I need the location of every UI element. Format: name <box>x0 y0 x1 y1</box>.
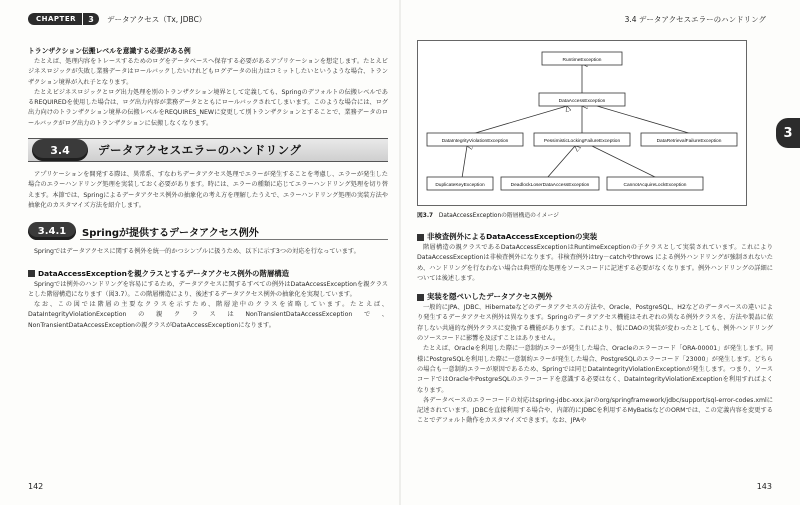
heading-tx-propagation: トランザクション伝搬レベルを意識する必要がある例 <box>28 47 191 55</box>
diagram-connectors <box>462 64 692 178</box>
left-running-title: データアクセス（Tx, JDBC） <box>107 14 207 24</box>
label-l1-2: DataRetrievalFailureException <box>656 139 722 144</box>
left-page-number: 142 <box>28 482 44 491</box>
subsection-title: Springが提供するデータアクセス例外 <box>82 227 259 239</box>
exception-hierarchy-diagram <box>417 40 747 206</box>
chapter-number: 3 <box>83 13 99 25</box>
label-l2-1: DeadlockLoserDataAccessException <box>510 183 590 188</box>
connector-retrieval-parent <box>597 106 692 134</box>
square-bullet-icon <box>417 234 424 241</box>
section-number: 3.4 <box>32 139 88 161</box>
para-hierarchy-1: Springでは例外のハンドリングを容易にするため、データアクセスに関するすべての例外はDataAccessExceptionを親クラスとした階層構造になります（図3.7）。この階層構造により、後述するデータアクセス例外の抽象化を実現しています。 <box>28 280 388 298</box>
label-l2-2: CannotAcquireLockException <box>623 183 687 188</box>
page-gutter <box>399 0 401 505</box>
label-parent: DataAccessException <box>558 99 606 104</box>
square-bullet-icon <box>28 270 35 277</box>
section-title: データアクセスエラーのハンドリング <box>98 143 302 158</box>
right-running-title: 3.4 データアクセスエラーのハンドリング <box>624 15 766 24</box>
right-page-number: 143 <box>756 482 772 491</box>
subsection-rule <box>80 239 388 240</box>
heading-hierarchy <box>28 268 388 280</box>
heading-unchecked-text: 非検査例外によるDataAccessExceptionの実装 <box>427 232 598 241</box>
heading-abstract <box>417 291 773 303</box>
connector-integrity-parent <box>472 106 567 134</box>
label-l2-0: DuplicateKeyException <box>435 183 485 188</box>
label-l1-0: DataIntegrityViolationException <box>441 139 509 144</box>
connector-deadlock-pessimistic <box>547 146 575 178</box>
heading-abstract-text: 実装を隠ぺいしたデータアクセス例外 <box>427 292 553 302</box>
chapter-side-tab: 3 <box>776 118 800 148</box>
label-l1-1: PessimisticLockingFailureException <box>543 139 621 144</box>
figure-caption <box>417 210 773 219</box>
heading-hierarchy-text: DataAccessExceptionを親クラスとするデータアクセス例外の階層構造 <box>38 268 289 278</box>
left-running-header <box>28 12 206 26</box>
connector-duplicate-integrity <box>462 146 467 178</box>
para-abstract-2: たとえば、Oracleを利用した際に一意制約エラーが発生した場合、Oracleのエラーコード「ORA-00001」が発生します。同様にPostgreSQLを利用した際に一意制約エラーが発生した場合、PostgreSQLのエラーコード「23000」が発生します。どちらの場合も一意制約エラーが原因であるため、Springでは同じDataIntegrityViolationExceptionが発生します。つまり、ソースコードではOracleやPostgreSQLのエラーコードを意識する必要はなく、DataIntegrityViolationExceptionを利用すればよくなります。 <box>417 345 773 394</box>
left-page-body <box>28 40 388 331</box>
figure-3-7 <box>417 40 747 206</box>
section-banner <box>28 138 388 162</box>
chapter-label: CHAPTER <box>28 13 82 25</box>
connector-cannotacquire-pessimistic <box>592 146 657 178</box>
para-abstract-3: 各データベースのエラーコードの対応はspring-jdbc-xxx.jarのorg/springframework/jdbc/support/sql-error-codes.xmlに記述されています。JDBCを直接利用する場合や、内部的にJDBCを利用するMyBatisなどのORMでは、この定義内容を変更することでデフォルト動作をカスタマイズできます。なお、JPAや <box>417 396 773 425</box>
caption-text: DataAccessExceptionの階層構造のイメージ <box>438 213 559 219</box>
para-abstract-1: 一般的にJPA、JDBC、Hibernateなどのデータアクセスの方法や、Oracle、PostgreSQL、H2などのデータベースの違いにより発生するデータアクセス例外は異なります。Springのデータアクセス機能はそれぞれの異なる例外クラスを、方法や製品に依存しない共通的な例外クラスに変換する機能があります。これにより、仮にDAOの実装が変わったとしても、例外ハンドリングのソースコードに影響を及ぼすことはありません。 <box>417 304 773 343</box>
para-section-intro: アプリケーションを開発する際は、異常系、すなわちデータアクセス処理でエラーが発生することを考慮し、エラーが発生した場合のエラーハンドリング処理を実装しておく必要があります。時には、エラーの種類に応じてエラーハンドリング処理を切り替えます。本節では、Springによるデータアクセス例外の抽象化の考え方を理解したうえで、エラーハンドリング処理の実装方法や抽象化のカスタマイズ方法を紹介します。 <box>28 171 388 209</box>
para-unchecked: 階層構造の親クラスであるDataAccessExceptionはRuntimeExceptionの子クラスとして実装されています。これによりDataAccessExceptionは非検査例外になります。非検査例外はtry－catchやthrows による例外ハンドリングが強制されないため、ハンドリングを行なわない場合は典型的な処理をソースコードに記述する必要がなくなります。例外ハンドリングの詳細については後述します。 <box>417 244 773 282</box>
para-tx-2: たとえビジネスロジックとログ出力処理を別のトランザクション境界として定義しても、Springのデフォルトの伝搬レベルであるREQUIREDを使用した場合は、ログ出力内容が業務データとともにロールバックされてしまいます。このような場合には、ログ出力向けのトランザクション境界の伝搬レベルをREQUIRES_NEWに変更して別トランザクションとすることで、業務データのロールバックがログ出力のトランザクションに伝搬しなくなります。 <box>28 88 388 127</box>
caption-label: 図3.7 <box>417 213 434 219</box>
para-subsection-intro: Springではデータアクセスに関する例外を統一的かつシンプルに扱うため、以下に示す3つの対応を行なっています。 <box>34 248 360 256</box>
para-tx-1: たとえば、処理内容をトレースするためのログをデータベースへ保存する必要があるアプリケーションを想定します。たとえビジネスロジックが失敗し業務データはロールバックしたいけれどもログデータの出力はコミットしたいというような場合、トランザクション境界が入れ子となります。 <box>28 58 388 86</box>
heading-unchecked <box>417 231 773 243</box>
subsection-banner <box>28 221 388 241</box>
right-page-body <box>417 40 773 427</box>
subsection-number: 3.4.1 <box>28 222 76 240</box>
para-hierarchy-2: なお、この図では階層の主要なクラスを示すため、階層途中のクラスを省略しています。たとえば、DataIntegrityViolationExceptionの親クラスはNonTransientDataAccessExceptionで、NonTransientDataAccessExceptionの親クラスがDataAccessExceptionになります。 <box>28 301 388 329</box>
square-bullet-icon <box>417 294 424 301</box>
label-root: RuntimeException <box>562 58 602 63</box>
